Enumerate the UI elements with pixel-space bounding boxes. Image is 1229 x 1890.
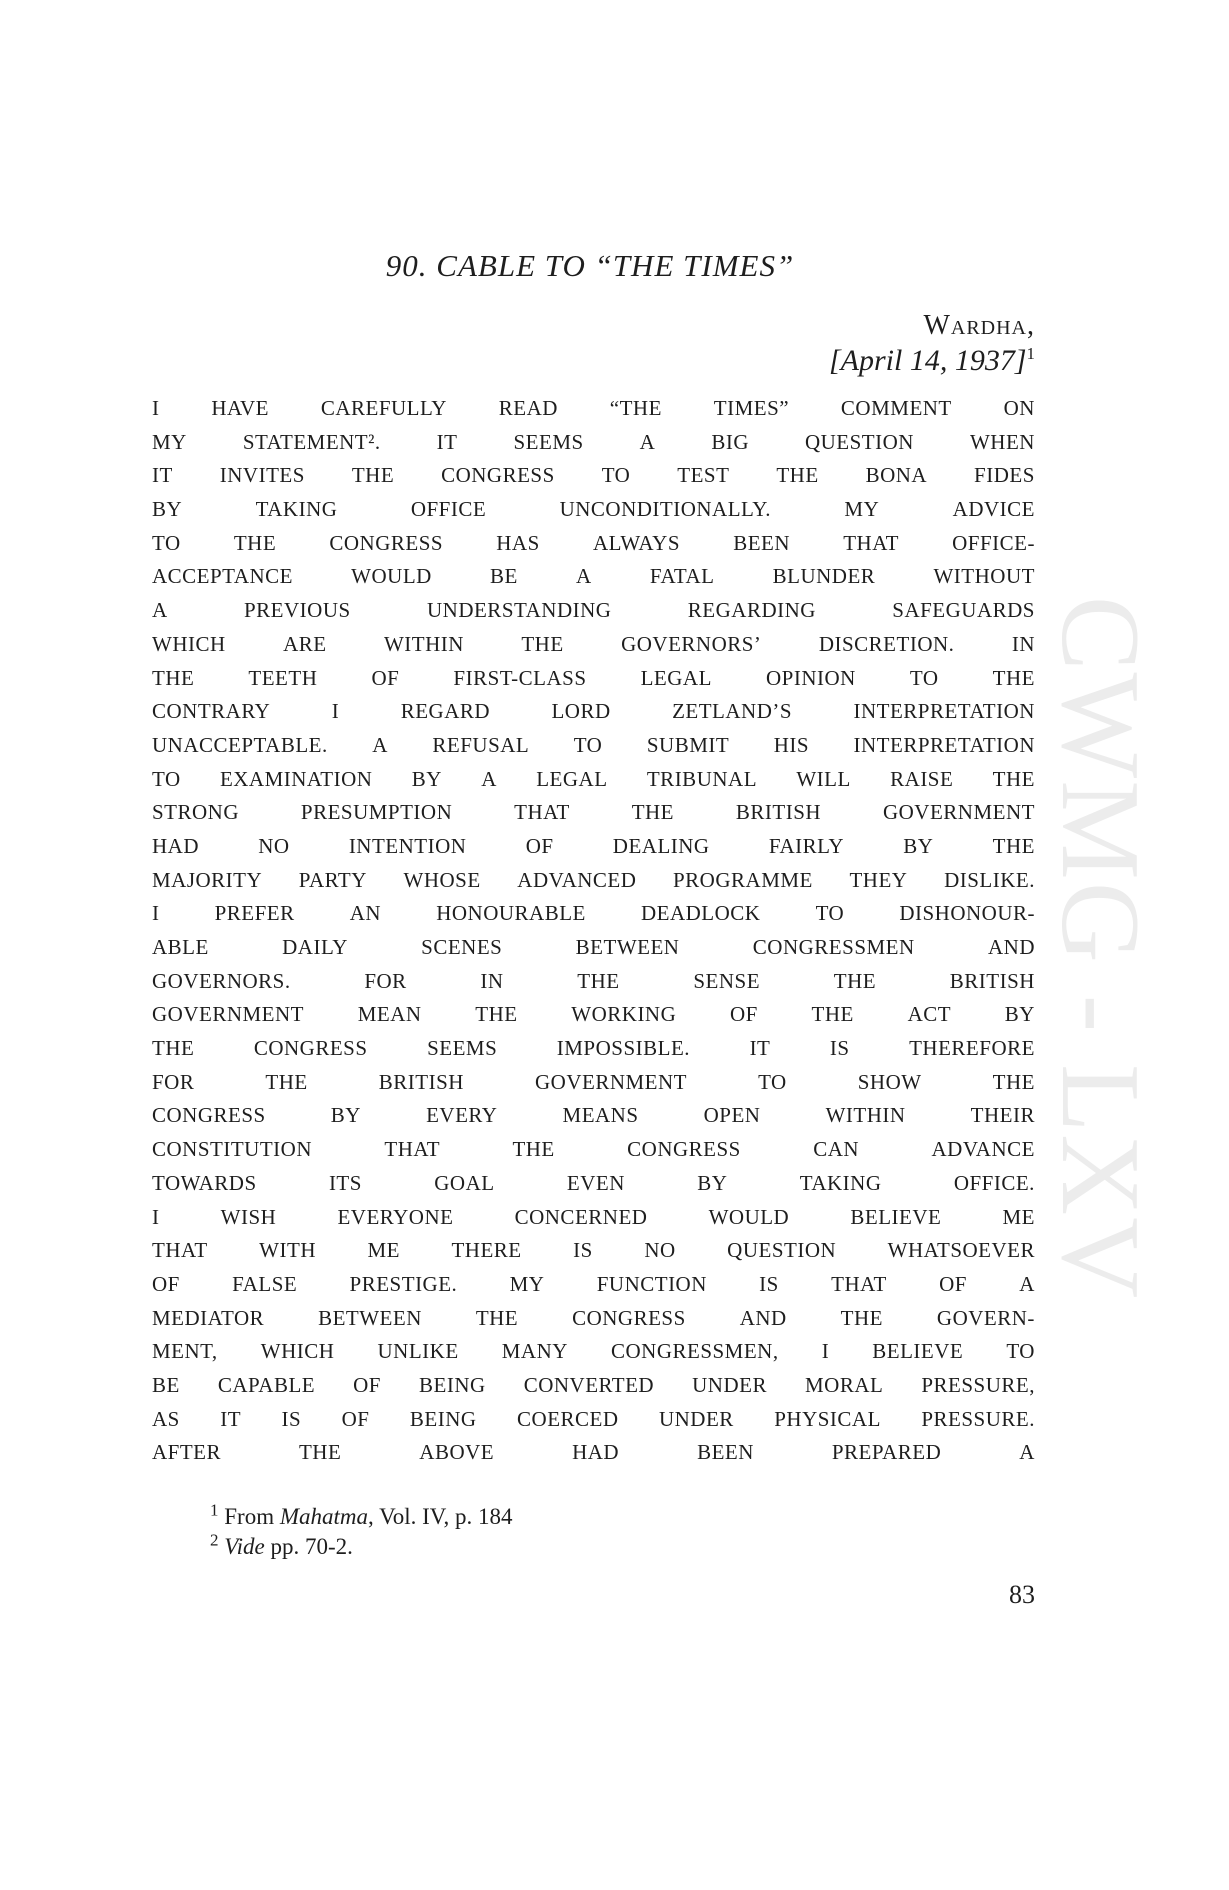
body-line: CONGRESS BY EVERY MEANS OPEN WITHIN THEIR: [152, 1103, 1035, 1128]
body-line: MENT, WHICH UNLIKE MANY CONGRESSMEN, I BELIEVE TO: [152, 1339, 1035, 1364]
footnote-2: $^2$ Vide pp. 70-2.: [210, 1530, 353, 1559]
footnote-1: $^1$ From Mahatma, Vol. IV, p. 184: [210, 1500, 513, 1529]
watermark: [1038, 488, 1162, 1408]
body-line: MEDIATOR BETWEEN THE CONGRESS AND THE GOVERN-: [152, 1305, 1035, 1330]
body-line: I PREFER AN HONOURABLE DEADLOCK TO DISHONOUR-: [152, 901, 1035, 926]
body-line: AS IT IS OF BEING COERCED UNDER PHYSICAL PRESSURE.: [152, 1406, 1035, 1431]
body-line: THAT WITH ME THERE IS NO QUESTION WHATSOEVER: [152, 1238, 1035, 1263]
body-line: MY STATEMENT². IT SEEMS A BIG QUESTION WHEN: [152, 429, 1035, 454]
body-line: BY TAKING OFFICE UNCONDITIONALLY. MY ADVICE: [152, 497, 1035, 522]
body-line: IT INVITES THE CONGRESS TO TEST THE BONA FIDES: [152, 463, 1035, 488]
body-line: WHICH ARE WITHIN THE GOVERNORS’ DISCRETION. IN: [152, 631, 1035, 656]
body-line: CONTRARY I REGARD LORD ZETLAND’S INTERPRETATION: [152, 699, 1035, 724]
body-line: OF FALSE PRESTIGE. MY FUNCTION IS THAT OF A: [152, 1271, 1035, 1296]
footnotes: [210, 1502, 512, 1562]
body-line: BE CAPABLE OF BEING CONVERTED UNDER MORAL PRESSURE,: [152, 1372, 1035, 1397]
body-line: GOVERNMENT MEAN THE WORKING OF THE ACT BY: [152, 1002, 1035, 1027]
body-line: TOWARDS ITS GOAL EVEN BY TAKING OFFICE.: [152, 1170, 1035, 1195]
dateline-date-text: [April 14, 1937]: [828, 344, 1027, 377]
body-line: I WISH EVERYONE CONCERNED WOULD BELIEVE ME: [152, 1204, 1035, 1229]
body-line: THE TEETH OF FIRST-CLASS LEGAL OPINION TO THE: [152, 665, 1035, 690]
dateline-place: Wardha,: [923, 310, 1035, 341]
body-line: I HAVE CAREFULLY READ “THE TIMES” COMMENT ON: [152, 396, 1035, 420]
body-line: ABLE DAILY SCENES BETWEEN CONGRESSMEN AND: [152, 935, 1035, 959]
body-line: TO EXAMINATION BY A LEGAL TRIBUNAL WILL RAISE THE: [152, 766, 1035, 791]
body-line: FOR THE BRITISH GOVERNMENT TO SHOW THE: [152, 1069, 1035, 1094]
body-line: UNACCEPTABLE. A REFUSAL TO SUBMIT HIS INTERPRETATION: [152, 732, 1035, 757]
body-line: A PREVIOUS UNDERSTANDING REGARDING SAFEGUARDS: [152, 598, 1035, 623]
body-line: HAD NO INTENTION OF DEALING FAIRLY BY THE: [152, 833, 1035, 858]
body-line: TO THE CONGRESS HAS ALWAYS BEEN THAT OFFICE-: [152, 530, 1035, 555]
body-line: MAJORITY PARTY WHOSE ADVANCED PROGRAMME THEY DISLIKE.: [152, 867, 1035, 892]
body-line: GOVERNORS. FOR IN THE SENSE THE BRITISH: [152, 968, 1035, 993]
document-title: 90. CABLE TO “THE TIMES”: [385, 248, 795, 283]
footnote-ref-1: 1: [1026, 344, 1035, 363]
body-line: AFTER THE ABOVE HAD BEEN PREPARED A: [152, 1440, 1035, 1465]
body-line: CONSTITUTION THAT THE CONGRESS CAN ADVANCE: [152, 1137, 1035, 1162]
watermark-text: CWMG - LXV: [1038, 595, 1162, 1301]
body-line: THE CONGRESS SEEMS IMPOSSIBLE. IT IS THEREFORE: [152, 1036, 1035, 1061]
body-line: STRONG PRESUMPTION THAT THE BRITISH GOVERNMENT: [152, 800, 1035, 825]
body-line: ACCEPTANCE WOULD BE A FATAL BLUNDER WITHOUT: [152, 564, 1035, 589]
dateline-date: [829, 344, 1035, 378]
cable-body: [152, 392, 1035, 1470]
page-number: 83: [1009, 1580, 1035, 1609]
